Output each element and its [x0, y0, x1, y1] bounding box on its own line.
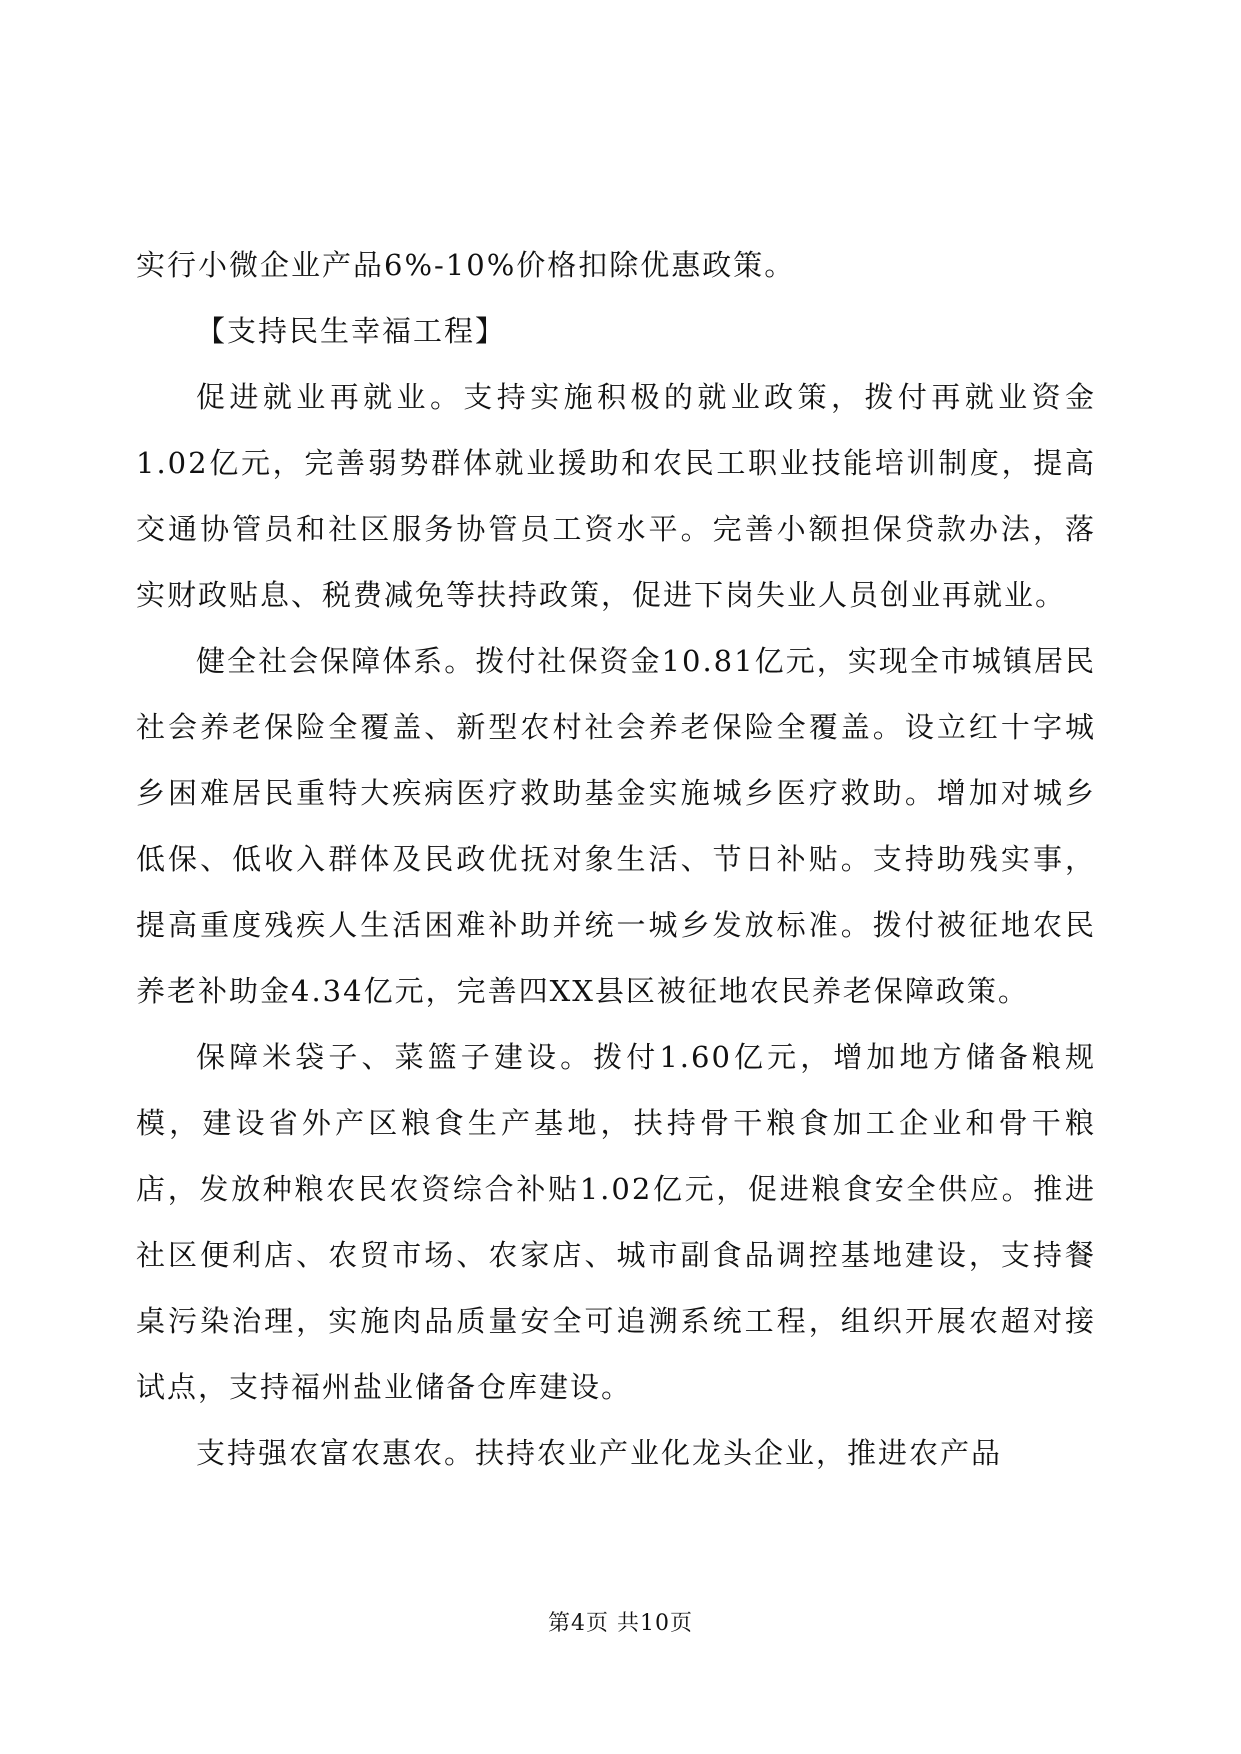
paragraph-food-supply: 保障米袋子、菜篮子建设。拨付1.60亿元，增加地方储备粮规模，建设省外产区粮食生产基地，扶持骨干粮食加工企业和骨干粮店，发放种粮农民农资综合补贴1.02亿元，促进粮食安全供应。推进社区便利店、农贸市场、农家店、城市副食品调控基地建设，支持餐桌污染治理，实施肉品质量安全可追溯系统工程，组织开展农超对接试点，支持福州盐业储备仓库建设。 — [136, 1040, 1096, 1404]
paragraph-social-security: 健全社会保障体系。拨付社保资金10.81亿元，实现全市城镇居民社会养老保险全覆盖、新型农村社会养老保险全覆盖。设立红十字城乡困难居民重特大疾病医疗救助基金实施城乡医疗救助。增加对城乡低保、低收入群体及民政优抚对象生活、节日补贴。支持助残实事，提高重度残疾人生活困难补助并统一城乡发放标准。拨付被征地农民养老补助金4.34亿元，完善四XX县区被征地农民养老保障政策。 — [136, 644, 1096, 1008]
paragraph-agriculture: 支持强农富农惠农。扶持农业产业化龙头企业，推进农产品 — [196, 1436, 1003, 1470]
document-body — [136, 232, 1096, 1486]
page-number-footer: 第4页 共10页 — [548, 1611, 693, 1636]
paragraph-continuation: 实行小微企业产品6%-10%价格扣除优惠政策。 — [136, 248, 796, 282]
section-heading: 【支持民生幸福工程】 — [196, 314, 507, 348]
paragraph-employment: 促进就业再就业。支持实施积极的就业政策，拨付再就业资金1.02亿元，完善弱势群体就业援助和农民工职业技能培训制度，提高交通协管员和社区服务协管员工资水平。完善小额担保贷款办法，落实财政贴息、税费减免等扶持政策，促进下岗失业人员创业再就业。 — [136, 380, 1096, 612]
